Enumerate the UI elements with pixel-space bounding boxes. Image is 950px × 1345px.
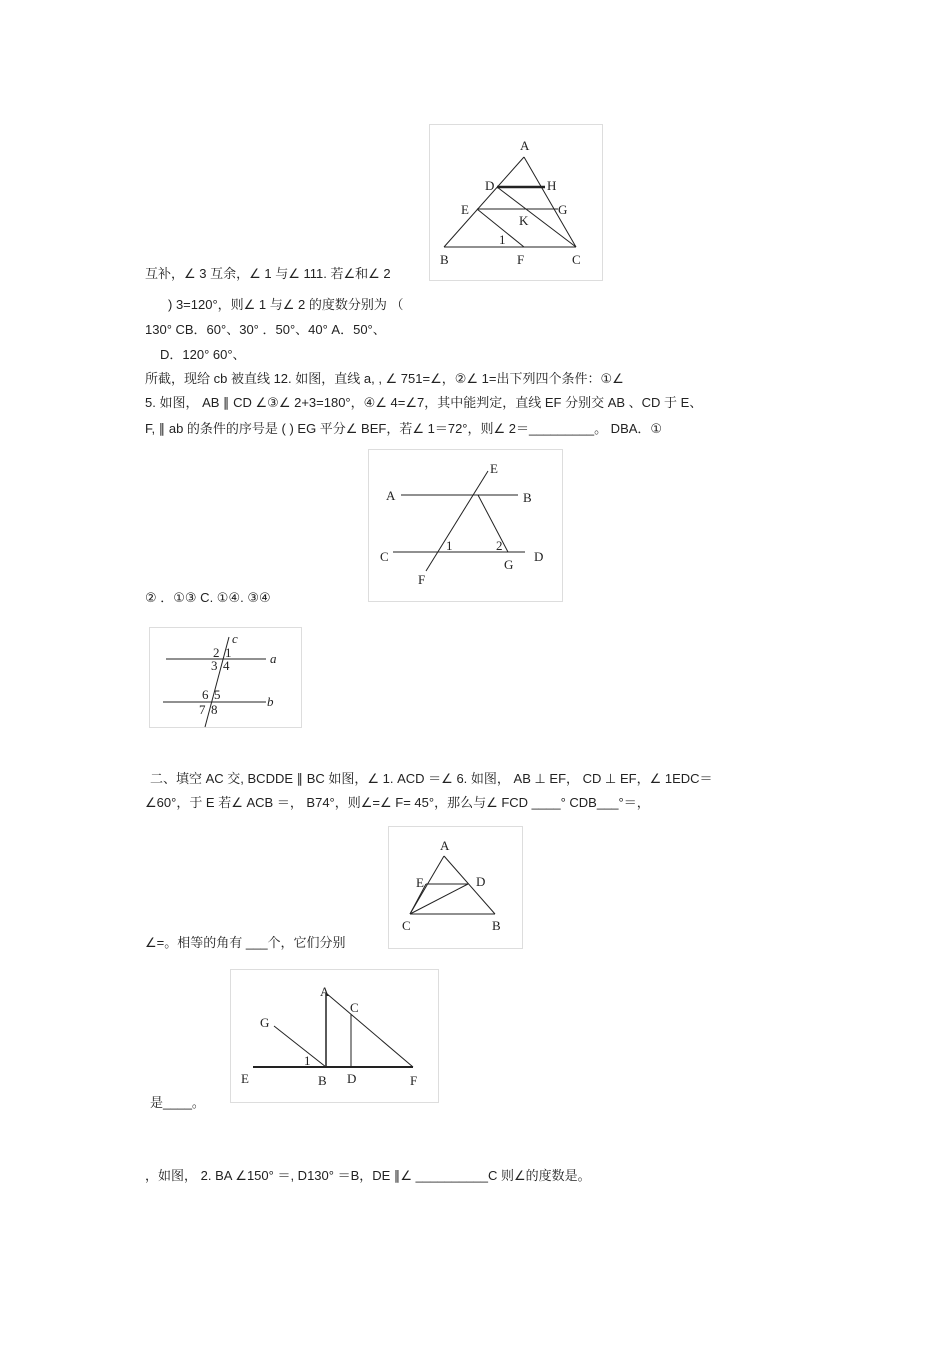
angle-4: 4 — [223, 658, 230, 673]
label-E: E — [490, 461, 498, 476]
label-D: D — [347, 1071, 357, 1086]
label-F: F — [517, 252, 525, 267]
label-B: B — [318, 1073, 327, 1088]
figure-triangle-de-bc-drawing — [388, 826, 523, 949]
angle-6: 6 — [202, 687, 209, 702]
label-E: E — [241, 1071, 249, 1086]
text-line-8: ② ．①③ C. ①④. ③④ — [145, 590, 271, 605]
label-B: B — [523, 490, 532, 505]
figure-triangle-parallels — [429, 124, 603, 281]
angle-2: 2 — [213, 645, 220, 660]
label-G: G — [558, 202, 568, 217]
text-line-11: ∠=。相等的角有 ___个，它们分别 — [145, 935, 346, 950]
figure-transversal-ab-drawing — [149, 627, 302, 728]
angle-5: 5 — [214, 687, 221, 702]
label-1: 1 — [499, 232, 506, 247]
figure-parallel-lines-ef-drawing — [368, 449, 563, 602]
label-B: B — [492, 918, 501, 933]
label-C: C — [380, 549, 389, 564]
text-line-3: 130° CB．60°、30° ．50°、40° A．50°、 — [145, 322, 386, 337]
text-line-10: ∠60°，于 E 若∠ ACB ＝， B74°，则∠=∠ F= 45°，那么与∠ FCD ____° CDB___°＝， — [145, 795, 650, 810]
label-1: 1 — [304, 1053, 311, 1068]
label-G: G — [504, 557, 514, 572]
label-D: D — [534, 549, 544, 564]
text-line-1: 互补，∠ 3 互余，∠ 1 与∠ 111. 若∠和∠ 2 — [145, 266, 391, 281]
figure-parallel-lines-ef — [368, 449, 563, 602]
label-E: E — [416, 875, 424, 890]
text-line-2: ) 3=120°，则∠ 1 与∠ 2 的度数分别为 （ — [168, 297, 404, 312]
label-E: E — [461, 202, 469, 217]
label-C: C — [350, 1000, 359, 1015]
label-c: c — [232, 631, 238, 646]
label-b: b — [267, 694, 274, 709]
angle-1: 1 — [225, 645, 232, 660]
figure-perpendiculars-ef — [230, 969, 439, 1103]
figure-triangle-parallels-drawing — [429, 124, 603, 281]
label-G: G — [260, 1015, 270, 1030]
figure-transversal-ab — [149, 627, 302, 728]
text-line-12: 是____。 — [150, 1095, 205, 1110]
label-K: K — [519, 213, 529, 228]
label-A: A — [320, 984, 330, 999]
label-a: a — [270, 651, 277, 666]
angle-7: 7 — [199, 702, 206, 717]
label-F: F — [410, 1073, 418, 1088]
text-line-4: D．120° 60°、 — [160, 347, 246, 362]
label-1: 1 — [446, 538, 453, 553]
label-A: A — [440, 838, 450, 853]
text-line-5: 所截，现给 cb 被直线 12. 如图，直线 a, , ∠ 751=∠，②∠ 1=出下列四个条件：①∠ — [145, 371, 624, 386]
label-A: A — [386, 488, 396, 503]
text-line-7: F, ∥ ab 的条件的序号是 ( ) EG 平分∠ BEF，若∠ 1＝72°，则∠ 2＝_________。 DBA．① — [145, 421, 663, 436]
label-B: B — [440, 252, 449, 267]
label-A: A — [520, 138, 530, 153]
label-D: D — [485, 178, 495, 193]
angle-8: 8 — [211, 702, 218, 717]
label-H: H — [547, 178, 557, 193]
text-line-13: ，如图， 2. BA ∠150° ＝, D130° ＝B，DE ∥∠ __________C 则∠的度数是。 — [145, 1168, 591, 1183]
label-C: C — [402, 918, 411, 933]
label-D: D — [476, 874, 486, 889]
label-C: C — [572, 252, 581, 267]
text-line-9: 二、填空 AC 交, BCDDE ∥ BC 如图，∠ 1. ACD ＝∠ 6. 如图， AB ⊥ EF， CD ⊥ EF，∠ 1EDC＝ — [150, 771, 713, 786]
figure-triangle-de-bc — [388, 826, 523, 949]
angle-3: 3 — [211, 658, 218, 673]
figure-perpendiculars-ef-drawing — [230, 969, 439, 1103]
label-F: F — [418, 572, 426, 587]
text-line-6: 5. 如图， AB ∥ CD ∠③∠ 2+3=180°，④∠ 4=∠7，其中能判定，直线 EF 分别交 AB 、CD 于 E、 — [145, 395, 703, 410]
label-2: 2 — [496, 538, 503, 553]
